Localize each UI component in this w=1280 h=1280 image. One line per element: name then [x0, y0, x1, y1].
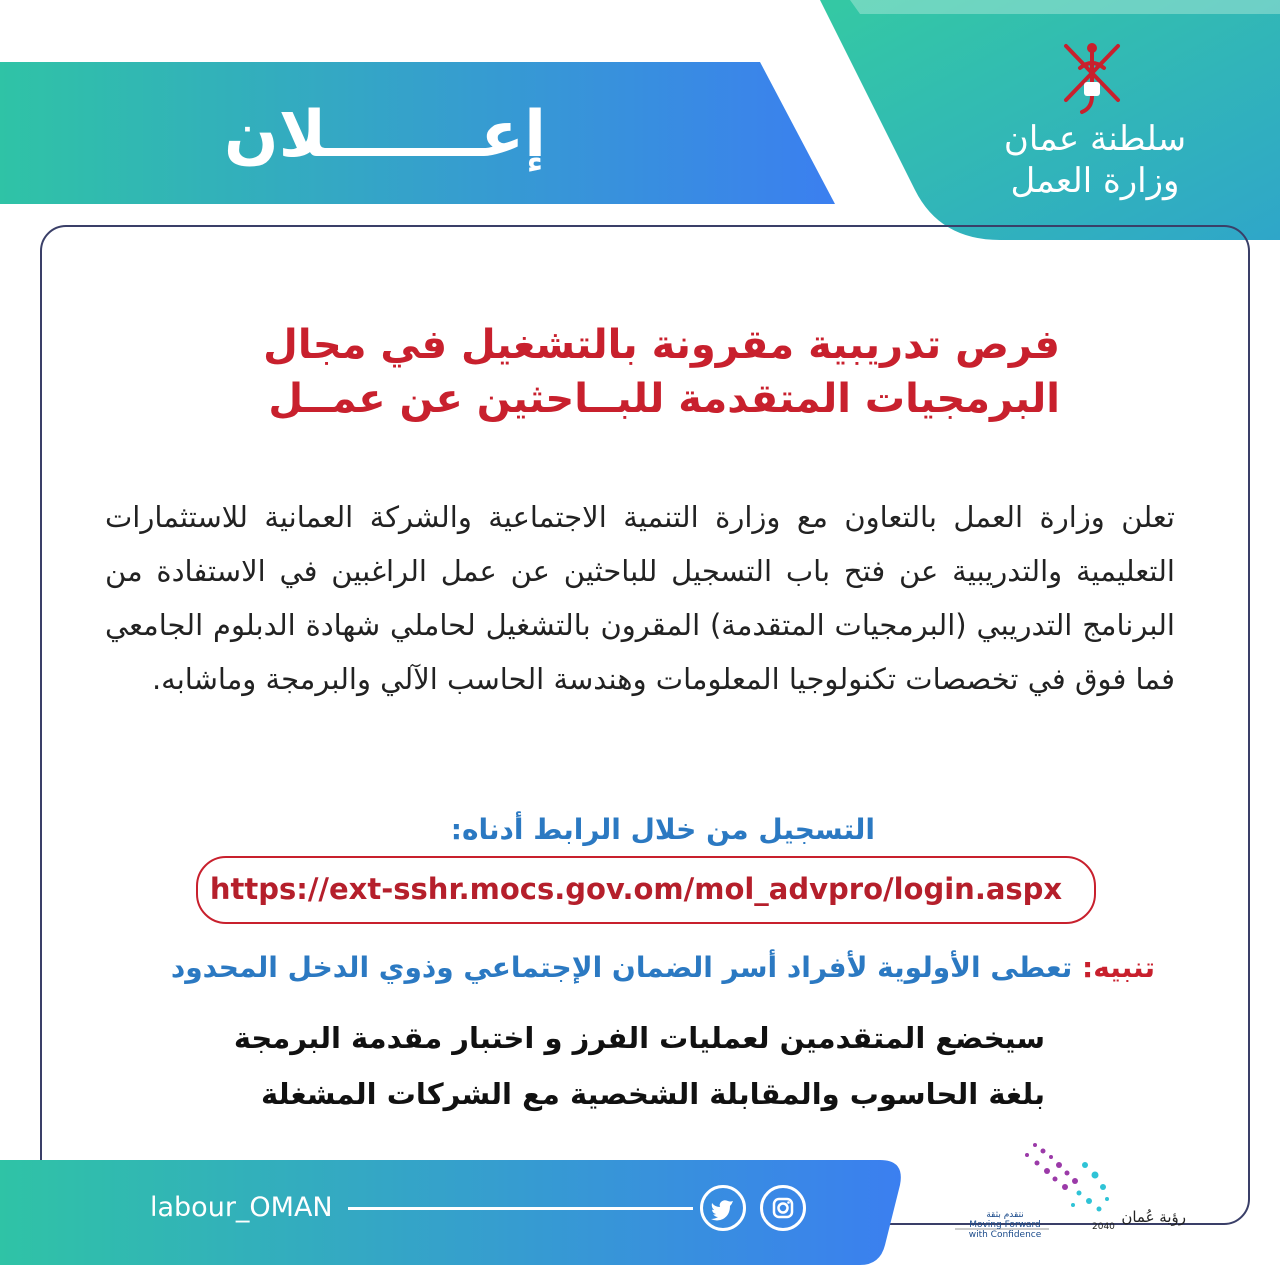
- note-line-2: بلغة الحاسوب والمقابلة الشخصية مع الشركات المشغلة: [261, 1077, 1045, 1111]
- social-handle[interactable]: labour_OMAN: [150, 1192, 333, 1223]
- vision-tagline-ar: نتقدم بثقة: [986, 1210, 1024, 1220]
- vision-name: رؤية عُمان: [1121, 1208, 1186, 1226]
- notice: [100, 946, 1155, 990]
- announcement-body: تعلن وزارة العمل بالتعاون مع وزارة التنمية الاجتماعية والشركة العمانية للاستثمارات التعليمية والتدريبية عن فتح باب التسجيل للباحثين عن عمل الراغبين في الاستفادة من البرنامج التدريبي (البرمجيات المتقدمة) المقرون بالتشغيل لحاملي شهادة الدبلوم الجامعي فما فوق في تخصصات تكنولوجيا المعلومات وهندسة الحاسب الآلي والبرمجة وماشابه.: [105, 500, 1175, 696]
- vision-tagline-en: Moving Forward with Confidence: [968, 1220, 1042, 1240]
- notice-text: تعطى الأولوية لأفراد أسر الضمان الإجتماعي وذوي الدخل المحدود: [170, 951, 1083, 984]
- twitter-button[interactable]: [700, 1185, 746, 1231]
- vision-year: 2040: [1092, 1222, 1115, 1232]
- ministry-logo-text: [1000, 118, 1190, 202]
- khanjar-emblem-icon: [1058, 38, 1126, 116]
- note-line-1: سيخضع المتقدمين لعمليات الفرز و اختبار مقدمة البرمجة: [233, 1021, 1045, 1055]
- vision-tagline: [965, 1210, 1045, 1240]
- twitter-icon: [703, 1188, 743, 1228]
- instagram-button[interactable]: [760, 1185, 806, 1231]
- notice-label: تنبيه:: [1082, 951, 1155, 984]
- logo-line-sultanate: سلطنة عمان: [1003, 119, 1187, 159]
- register-label: التسجيل من خلال الرابط أدناه:: [450, 813, 875, 846]
- registration-link[interactable]: https://ext-sshr.mocs.gov.om/mol_advpro/login.aspx: [209, 872, 1063, 906]
- footer-divider: [348, 1207, 693, 1210]
- instagram-icon: [763, 1188, 803, 1228]
- banner-title: إعـــــــلان: [224, 98, 546, 172]
- logo-line-ministry: وزارة العمل: [1010, 161, 1180, 201]
- headline: فرص تدريبية مقرونة بالتشغيل في مجال البرمجيات المتقدمة للبــاحثين عن عمــل: [263, 322, 1060, 422]
- selection-note: [150, 1010, 1045, 1122]
